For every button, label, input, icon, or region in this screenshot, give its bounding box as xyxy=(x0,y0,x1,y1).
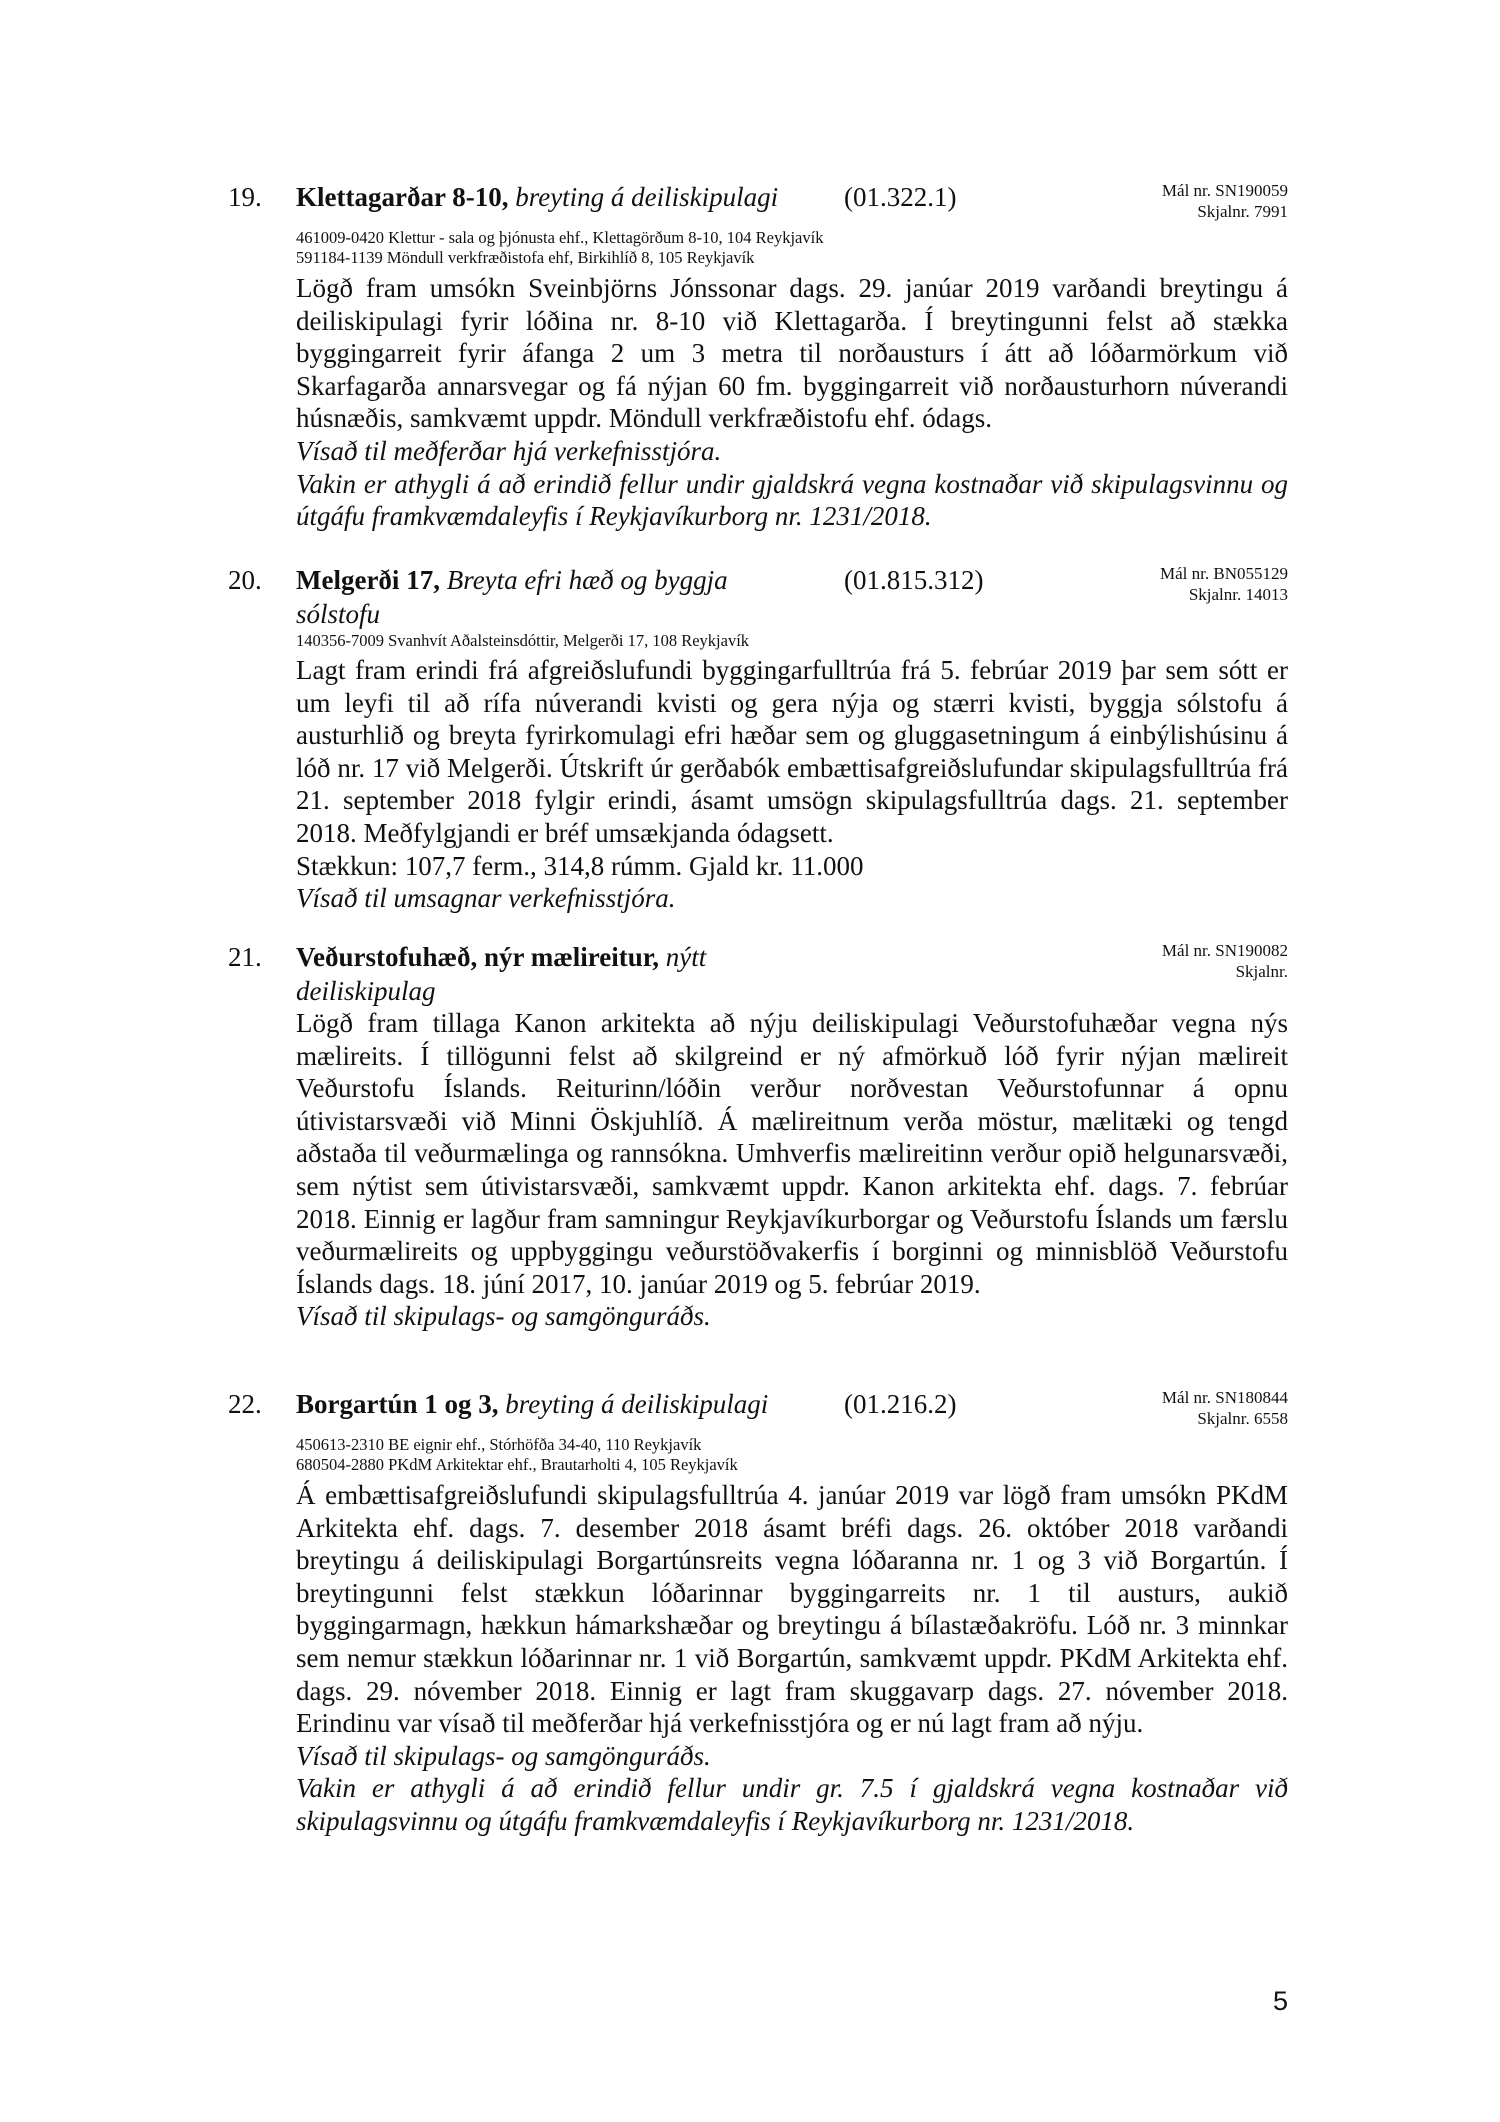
body-paragraph: Stækkun: 107,7 ferm., 314,8 rúmm. Gjald kr. 11.000 xyxy=(296,850,864,881)
body-paragraph: Á embættisafgreiðslufundi skipulagsfulltrúa 4. janúar 2019 var lögð fram umsókn PKdM Arkitekta ehf. dags. 7. desember 2018 ásamt bréfi dags. 26. október 2018 varðandi breytingu á deiliskipulagi Borgartúnsreits vegna lóðaranna nr. 1 og 3 við Borgartún. Í breytingunni felst stækkun lóðarinnar byggingarreits nr. 1 til austurs, aukið byggingarmagn, hækkun hámarkshæðar og breytingu á bílastæðakröfu. Lóð nr. 3 minnkar sem nemur stækkun lóðarinnar nr. 1 við Borgartún, samkvæmt uppdr. PKdM Arkitekta ehf. dags. 29. nóvember 2018. Einnig er lagt fram skuggavarp dags. 27. nóvember 2018. Erindinu var vísað til meðferðar hjá verkefnisstjóra og er nú lagt fram að nýju. xyxy=(296,1480,1288,1739)
agenda-item-22 xyxy=(228,1387,1288,1887)
body-paragraph: Lögð fram umsókn Sveinbjörns Jónssonar dags. 29. janúar 2019 varðandi breytingu á deiliskipulagi fyrir lóðina nr. 8-10 við Klettagarða. Í breytingunni felst að stækka byggingarreit fyrir áfanga 2 um 3 metra til norðausturs í átt að lóðarmörkum við Skarfagarða annarsvegar og fá nýjan 60 fm. byggingarreit við norðausturhorn núverandi húsnæðis, samkvæmt uppdr. Möndull verkfræðistofu ehf. ódags. xyxy=(296,273,1288,434)
case-reference xyxy=(1162,940,1288,982)
body-paragraph: Lögð fram tillaga Kanon arkitekta að nýju deiliskipulagi Veðurstofuhæðar vegna nýs mælireits. Í tillögunni felst að skilgreind er ný afmörkuð lóð fyrir nýjan mælireit Veðurstofu Íslands. Reiturinn/lóðin verður norðvestan Veðurstofunnar á opnu útivistarsvæði við Minni Öskjuhlíð. Á mælireitnum verða möstur, mælitæki og tengd aðstaða til veðurmælinga og rannsókna. Umhverfis mælireitinn verður opið helgunarsvæði, sem nýtist sem útivistarsvæði, samkvæmt uppdr. Kanon arkitekta ehf. dags. 7. febrúar 2018. Einnig er lagður fram samningur Reykjavíkurborgar og Veðurstofu Íslands um færslu veðurmælireits og uppbyggingu veðurstöðvakerfis í borginni og minnisblöð Veðurstofu Íslands dags. 18. júní 2017, 10. janúar 2019 og 5. febrúar 2019. xyxy=(296,1008,1288,1299)
applicant-list xyxy=(296,228,823,268)
item-subject: breyting á deiliskipulagi xyxy=(505,1389,769,1419)
item-name: Borgartún 1 og 3, xyxy=(296,1389,499,1419)
document-number: Skjalnr. 14013 xyxy=(1188,585,1288,604)
item-number: 22. xyxy=(228,1389,262,1419)
page-number: 5 xyxy=(1272,1986,1288,2016)
case-reference xyxy=(1162,1387,1288,1429)
decision-text: Vísað til skipulags- og samgönguráðs. xyxy=(296,1301,711,1332)
item-code: (01.322.1) xyxy=(844,182,957,212)
applicant-list xyxy=(296,1435,738,1475)
item-title xyxy=(296,940,756,1008)
item-body xyxy=(296,1007,1288,1333)
agenda-item-21 xyxy=(228,940,1288,1360)
item-number: 21. xyxy=(228,942,262,972)
item-title xyxy=(296,563,756,631)
body-paragraph: Lagt fram erindi frá afgreiðslufundi byggingarfulltrúa frá 5. febrúar 2019 þar sem sótt er um leyfi til að rífa núverandi kvisti og gera nýja og stærri kvisti, byggja sólstofu á austurhlið og breyta fyrirkomulagi efri hæðar sem og gluggasetningum á einbýlishúsinu á lóð nr. 17 við Melgerði. Útskrift úr gerðabók embættisafgreiðslufundar skipulagsfulltrúa frá 21. september 2018 fylgir erindi, ásamt umsögn skipulagsfulltrúa dags. 21. september 2018. Meðfylgjandi er bréf umsækjanda ódagsett. xyxy=(296,655,1288,848)
case-reference xyxy=(1160,563,1288,605)
document-number: Skjalnr. 7991 xyxy=(1197,202,1288,221)
agenda-item-19 xyxy=(228,180,1288,540)
applicant: 591184-1139 Möndull verkfræðistofa ehf, Birkihlíð 8, 105 Reykjavík xyxy=(296,248,755,267)
decision-text: Vísað til meðferðar hjá verkefnisstjóra. xyxy=(296,435,722,466)
case-number: Mál nr. BN055129 xyxy=(1160,564,1288,583)
item-name: Veðurstofuhæð, nýr mælireitur, xyxy=(296,942,660,972)
case-number: Mál nr. SN190082 xyxy=(1161,941,1288,960)
decision-text: Vísað til umsagnar verkefnisstjóra. xyxy=(296,883,676,914)
fee-notice: Vakin er athygli á að erindið fellur undir gjaldskrá vegna kostnaðar við skipulagsvinnu og útgáfu framkvæmdaleyfis í Reykjavíkurborg nr. 1231/2018. xyxy=(296,468,1288,532)
document-number: Skjalnr. 6558 xyxy=(1197,1409,1288,1428)
item-number: 20. xyxy=(228,565,262,595)
applicant: 680504-2880 PKdM Arkitektar ehf., Brautarholti 4, 105 Reykjavík xyxy=(296,1455,738,1474)
item-code: (01.815.312) xyxy=(844,565,984,595)
fee-notice: Vakin er athygli á að erindið fellur undir gr. 7.5 í gjaldskrá vegna kostnaðar við skipulagsvinnu og útgáfu framkvæmdaleyfis í Reykjavíkurborg nr. 1231/2018. xyxy=(296,1773,1288,1836)
item-body xyxy=(296,272,1288,533)
item-code: (01.216.2) xyxy=(844,1389,957,1419)
applicant: 450613-2310 BE eignir ehf., Stórhöfða 34-40, 110 Reykjavík xyxy=(296,1435,702,1454)
item-subject: Breyta efri hæð og byggja sólstofu xyxy=(296,565,728,629)
item-body xyxy=(296,1479,1288,1838)
document-number: Skjalnr. xyxy=(1235,962,1288,981)
item-subject: breyting á deiliskipulagi xyxy=(515,182,779,212)
applicant: 140356-7009 Svanhvít Aðalsteinsdóttir, Melgerði 17, 108 Reykjavík xyxy=(296,631,750,650)
agenda-item-20 xyxy=(228,563,1288,923)
decision-text: Vísað til skipulags- og samgönguráðs. xyxy=(296,1740,711,1771)
item-subject: nýtt deiliskipulag xyxy=(296,942,707,1006)
case-number: Mál nr. SN190059 xyxy=(1161,181,1288,200)
item-name: Melgerði 17, xyxy=(296,565,440,595)
item-number: 19. xyxy=(228,182,262,212)
item-body xyxy=(296,654,1288,915)
item-name: Klettagarðar 8-10, xyxy=(296,182,509,212)
case-number: Mál nr. SN180844 xyxy=(1161,1388,1288,1407)
applicant: 461009-0420 Klettur - sala og þjónusta ehf., Klettagörðum 8-10, 104 Reykjavík xyxy=(296,228,824,247)
applicant-list xyxy=(296,631,749,651)
case-reference xyxy=(1162,180,1288,222)
